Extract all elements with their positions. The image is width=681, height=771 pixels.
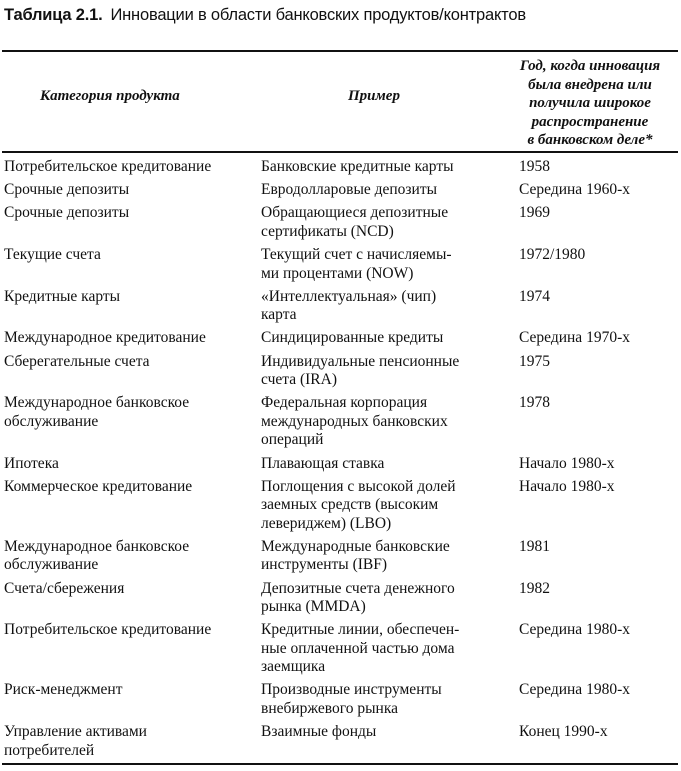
cell-year: Конец 1990-х [519, 723, 608, 741]
cell-year: Середина 1980-х [519, 621, 630, 639]
table-number: Таблица 2.1. [4, 6, 103, 24]
table-row [0, 681, 679, 723]
cell-category: Сберегательные счета [4, 352, 150, 370]
cell-year: 1969 [519, 204, 550, 222]
cell-example: Кредитные линии, обеспечен- ные оплаченной частью дома заемщика [261, 621, 460, 676]
table-row [0, 181, 679, 204]
table-row [0, 158, 679, 181]
cell-year: 1972/1980 [519, 246, 586, 264]
cell-category: Риск-менеджмент [4, 681, 123, 699]
cell-category: Международное банковское обслуживание [4, 537, 190, 574]
cell-example: Банковские кредитные карты [261, 158, 454, 175]
table-row [0, 455, 679, 478]
table-row [0, 204, 679, 246]
cell-year: 1982 [519, 579, 550, 597]
cell-example: Индивидуальные пенсионные счета (IRA) [261, 352, 460, 389]
table-row [0, 538, 679, 580]
cell-category: Текущие счета [4, 246, 101, 264]
table-row [0, 329, 679, 352]
cell-example: Плавающая ставка [261, 454, 385, 472]
header-rule [2, 151, 678, 153]
cell-example: Поглощения с высокой долей заемных средств (высоким левериджем) (LBO) [261, 477, 456, 532]
cell-category: Международное кредитование [4, 329, 206, 347]
cell-year: Середина 1970-х [519, 329, 630, 347]
cell-example: «Интеллектуальная» (чип) карта [261, 287, 437, 324]
cell-example: Взаимные фонды [261, 723, 377, 741]
cell-category: Кредитные карты [4, 287, 121, 305]
cell-category: Потребительское кредитование [4, 158, 212, 175]
cell-category: Срочные депозиты [4, 181, 130, 199]
cell-example: Производные инструменты внебиржевого рынка [261, 681, 442, 717]
cell-example: Международные банковские инструменты (IBF) [261, 537, 450, 574]
top-rule [2, 50, 678, 52]
table-row [0, 246, 679, 288]
cell-year: 1978 [519, 394, 550, 412]
cell-year: Начало 1980-х [519, 454, 615, 472]
cell-example: Обращающиеся депозитные сертификаты (NCD) [261, 204, 449, 240]
cell-year: 1981 [519, 537, 550, 555]
header-category: Категория продукта [40, 88, 180, 104]
cell-category: Счета/сбережения [4, 579, 125, 597]
table-row [0, 353, 679, 395]
cell-category: Международное банковское обслуживание [4, 394, 190, 430]
table-row [0, 580, 679, 622]
cell-example: Депозитные счета денежного рынка (MMDA) [261, 579, 455, 616]
cell-year: 1974 [519, 287, 550, 305]
cell-year: Начало 1980-х [519, 477, 615, 495]
table-row [0, 621, 679, 681]
header-year: Год, когда инновация была внедрена или получила широкое распространение в банковском деле* [519, 58, 661, 148]
cell-category: Управление активами потребителей [4, 723, 147, 759]
cell-year: 1958 [519, 158, 550, 175]
cell-year: Середина 1960-х [519, 181, 630, 199]
cell-example: Евродолларовые депозиты [261, 181, 438, 199]
cell-category: Потребительское кредитование [4, 621, 212, 639]
table-row [0, 723, 679, 765]
table-title [4, 6, 526, 25]
cell-category: Коммерческое кредитование [4, 477, 193, 495]
table-row [0, 288, 679, 330]
cell-example: Синдицированные кредиты [261, 329, 444, 347]
table-row [0, 478, 679, 538]
cell-category: Срочные депозиты [4, 204, 130, 222]
cell-year: 1975 [519, 352, 550, 370]
cell-example: Текущий счет с начисляемы- ми процентами (NOW) [261, 246, 452, 282]
cell-example: Федеральная корпорация международных банковских операций [261, 394, 448, 449]
innovations-table [0, 158, 679, 765]
header-example: Пример [348, 88, 400, 104]
cell-category: Ипотека [4, 454, 59, 472]
table-row [0, 394, 679, 454]
cell-year: Середина 1980-х [519, 681, 630, 699]
bottom-rule [2, 763, 678, 765]
table-caption: Инновации в области банковских продуктов/контрактов [110, 6, 526, 24]
